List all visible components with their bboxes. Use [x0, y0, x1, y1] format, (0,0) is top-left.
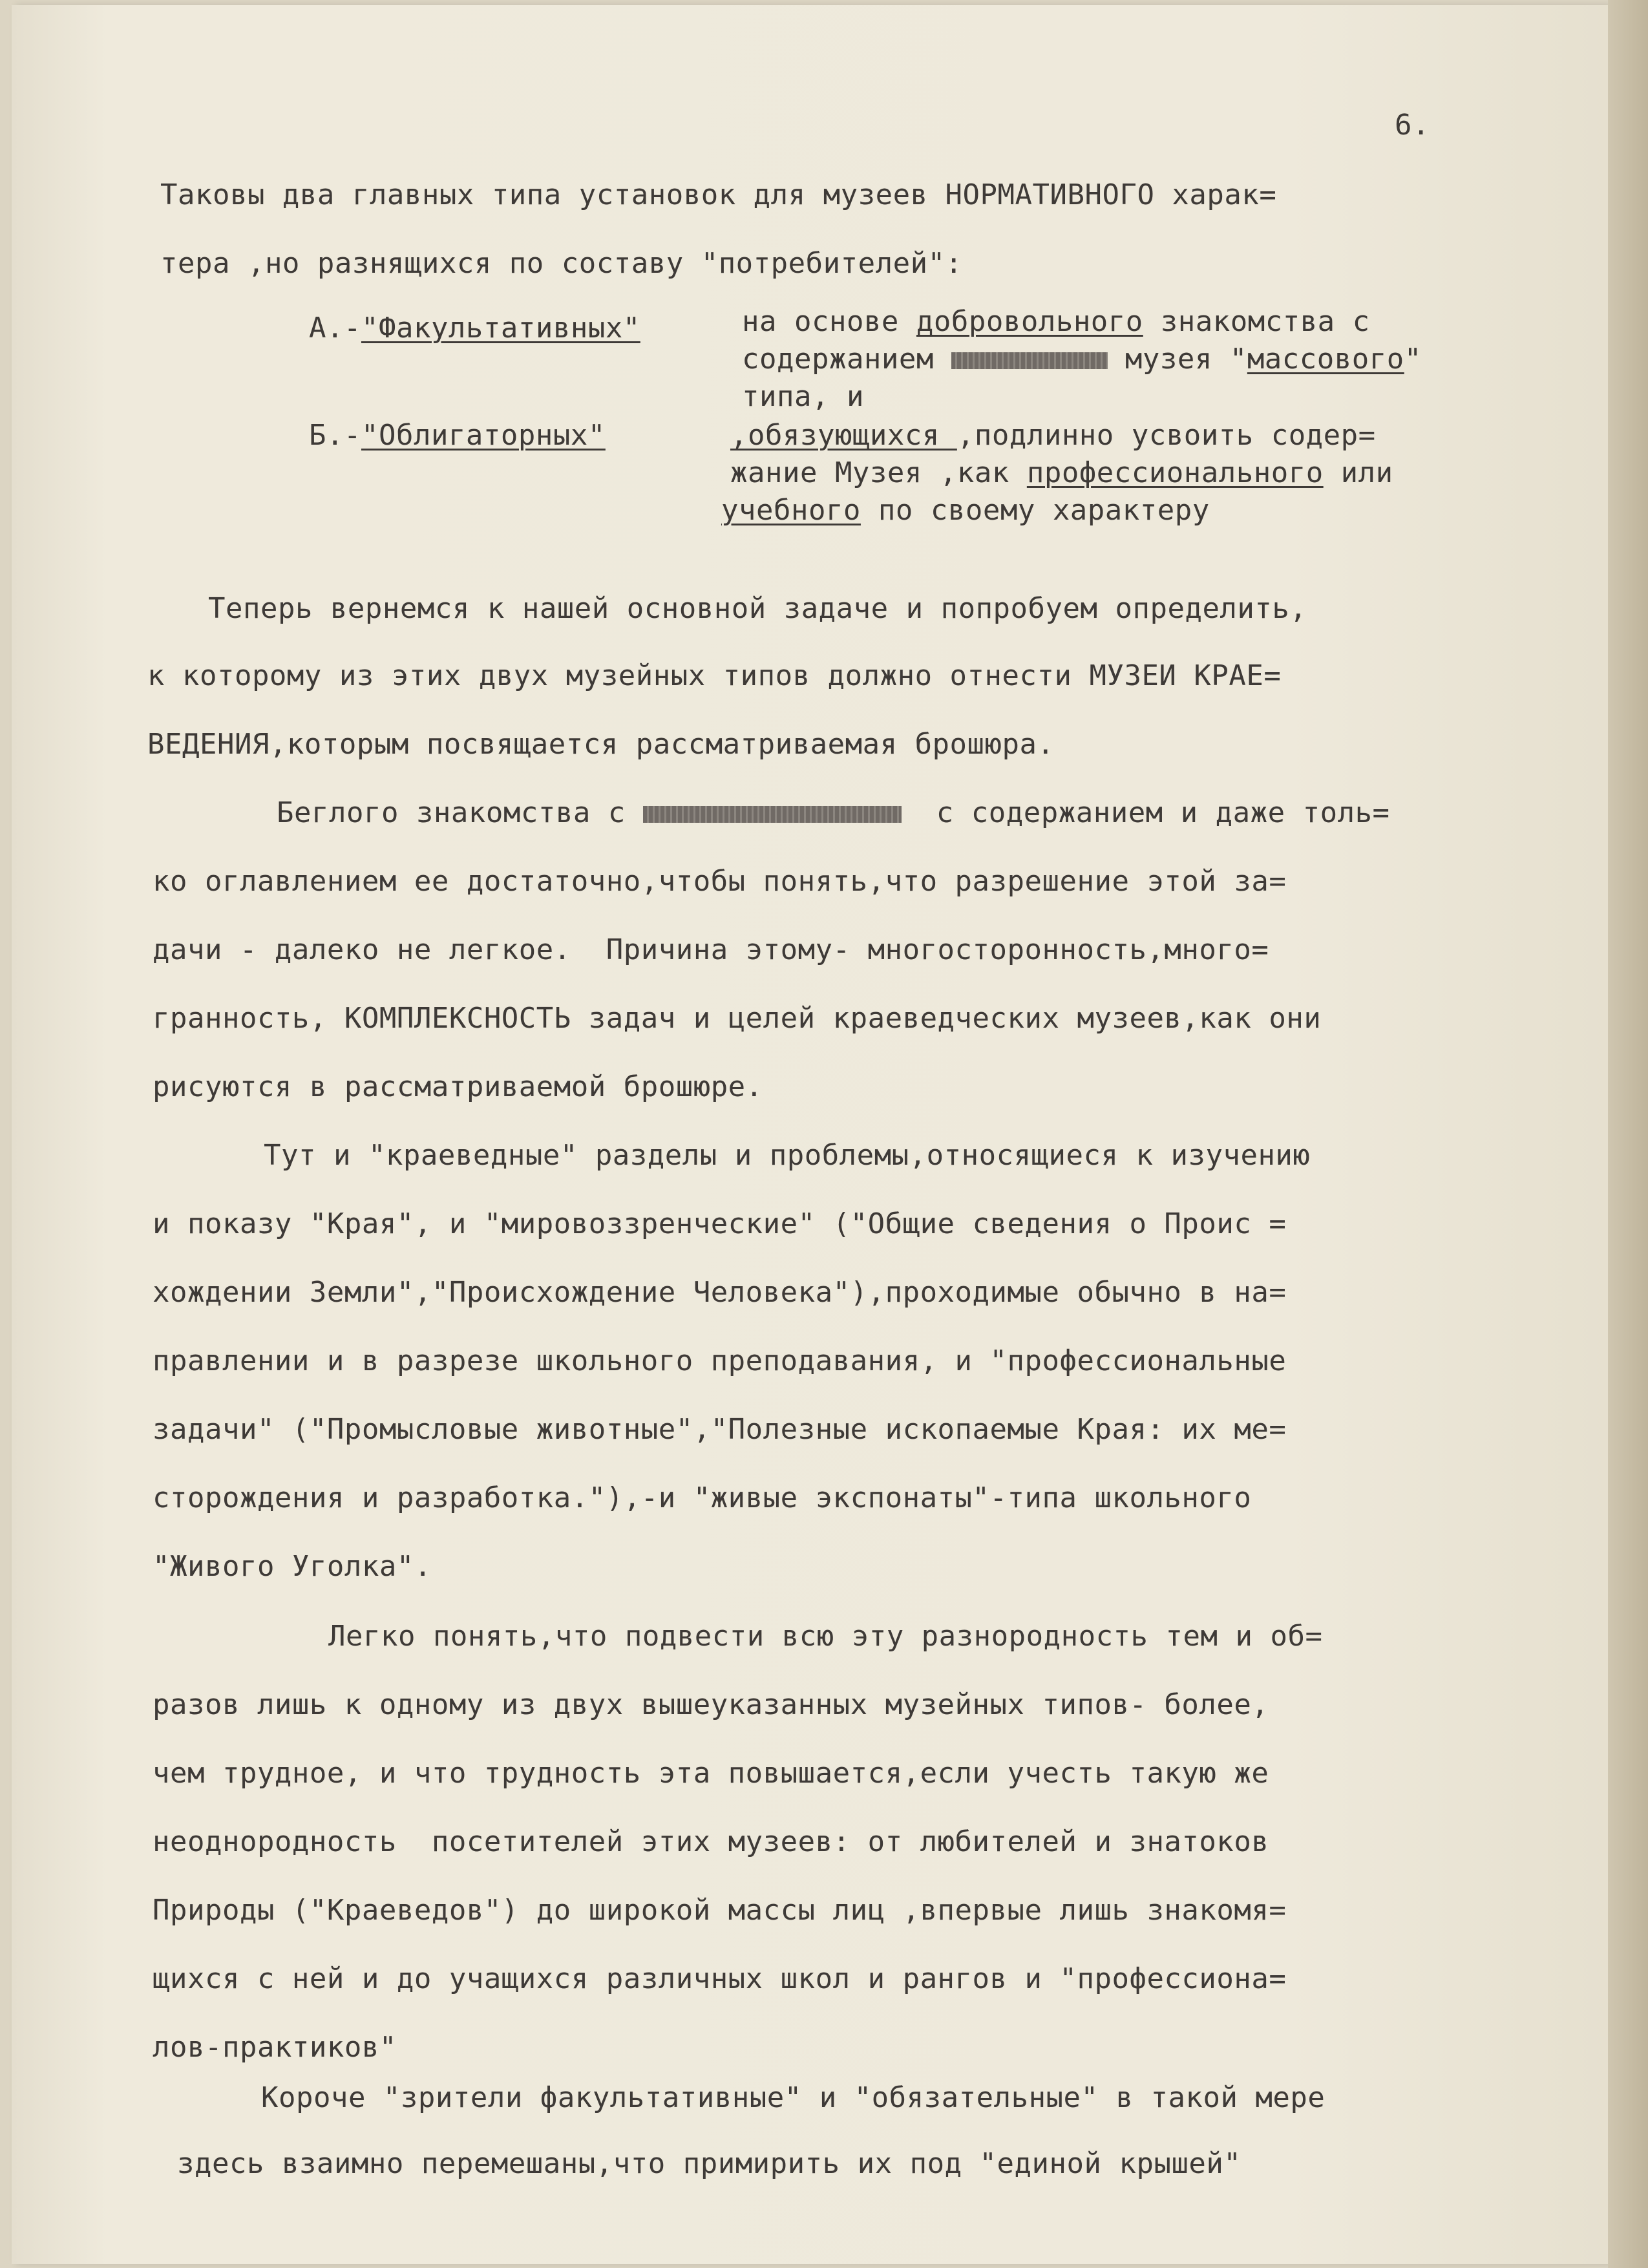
list-item-a-marker	[309, 309, 640, 348]
text-line-2: тера ,но разнящихся по составу "потребителей":	[160, 247, 963, 280]
text-line-6	[277, 794, 1390, 832]
text-line-8: дачи - далеко не легкое. Причина этому- многосторонность,много=	[153, 933, 1269, 966]
list-a-text-2-post: "	[1404, 343, 1422, 376]
list-a-term: "Факультативных"	[361, 312, 640, 344]
list-a-text-1-pre: на основе	[742, 305, 916, 338]
text-line-23: щихся с ней и до учащихся различных школ и рангов и "профессиона=	[153, 1962, 1287, 1995]
text-line-16: сторождения и разработка."),-и "живые экспонаты"-типа школьного	[153, 1481, 1252, 1514]
text-line-21: неоднородность посетителей этих музеев: от любителей и знатоков	[153, 1825, 1269, 1858]
text-line-6-start: Беглого знакомства с	[277, 796, 626, 829]
struck-out-word	[951, 352, 1108, 369]
text-line-3: Теперь вернемся к нашей основной задаче и попробуем определить,	[208, 592, 1307, 625]
list-item-b-line-3	[721, 491, 1210, 530]
text-line-5: ВЕДЕНИЯ,которым посвящается рассматриваемая брошюра.	[147, 728, 1055, 761]
text-line-7: ко оглавлением ее достаточно,чтобы понять,что разрешение этой за=	[153, 865, 1287, 898]
text-line-6-end: с содержанием и даже толь=	[936, 796, 1390, 829]
text-line-26: здесь взаимно перемешаны,что примирить их под "единой крышей"	[177, 2147, 1241, 2180]
text-line-24: лов-практиков"	[153, 2031, 397, 2064]
text-line-11: Тут и "краеведные" разделы и проблемы,относящиеся к изучению	[264, 1139, 1311, 1172]
list-item-a-line-1	[742, 302, 1370, 341]
text-line-20: чем трудное, и что трудность эта повышается,если учесть такую же	[153, 1757, 1269, 1790]
text-line-1: Таковы два главных типа установок для музеев НОРМАТИВНОГО харак=	[160, 178, 1277, 211]
list-item-a-line-2	[742, 340, 1422, 379]
list-b-text-2-underlined: профессионального	[1026, 456, 1324, 489]
list-b-text-2-pre: жание Музея ,как	[730, 456, 1027, 489]
list-a-text-2-underlined: массового	[1247, 343, 1404, 376]
list-item-b-marker	[309, 416, 606, 455]
text-line-18: Легко понять,что подвести всю эту разнородность тем и об=	[328, 1620, 1323, 1653]
text-line-17: "Живого Уголка".	[153, 1550, 432, 1583]
list-item-a-line-3: типа, и	[742, 380, 864, 413]
page-number: 6.	[1395, 109, 1430, 142]
text-line-25: Короче "зрители факультативные" и "обязательные" в такой мере	[261, 2081, 1326, 2114]
list-item-b-line-2	[730, 454, 1393, 493]
list-b-text-3-post: по своему характеру	[860, 494, 1210, 527]
text-line-14: правлении и в разрезе школьного преподавания, и "профессиональные	[153, 1344, 1287, 1377]
list-a-text-1-post: знакомства с	[1143, 305, 1370, 338]
list-b-text-1-post: ,подлинно усвоить содер=	[956, 419, 1376, 452]
text-line-19: разов лишь к одному из двух вышеуказанных музейных типов- более,	[153, 1688, 1269, 1721]
list-b-text-2-post: или	[1323, 456, 1393, 489]
list-a-text-1-underlined: добровольного	[916, 305, 1143, 338]
list-b-term: "Облигаторных"	[361, 419, 606, 452]
struck-out-word	[643, 806, 902, 823]
text-line-13: хождении Земли","Происхождение Человека"),проходимые обычно в на=	[153, 1276, 1287, 1309]
text-line-22: Природы ("Краеведов") до широкой массы лиц ,впервые лишь знакомя=	[153, 1894, 1287, 1927]
page-edge-shadow	[1608, 0, 1648, 2268]
list-b-label: Б.-	[309, 419, 361, 452]
text-line-15: задачи" ("Промысловые животные","Полезные ископаемые Края: их ме=	[153, 1413, 1287, 1446]
text-line-10: рисуются в рассматриваемой брошюре.	[153, 1070, 763, 1103]
list-b-text-1-underlined: ,обязующихся	[730, 419, 957, 452]
text-line-4: к которому из этих двух музейных типов должно отнести МУЗЕИ КРАЕ=	[147, 659, 1282, 692]
text-line-9: гранность, КОМПЛЕКСНОСТЬ задач и целей краеведческих музеев,как они	[153, 1002, 1322, 1035]
list-a-text-2-pre: содержанием	[742, 343, 951, 376]
list-a-text-2-mid: музея "	[1107, 343, 1247, 376]
list-b-text-3-underlined: учебного	[721, 494, 861, 527]
text-line-12: и показу "Края", и "мировоззренческие" ("Общие сведения о Проис =	[153, 1207, 1287, 1240]
list-a-label: А.-	[309, 312, 361, 344]
list-item-b-line-1	[730, 416, 1376, 455]
